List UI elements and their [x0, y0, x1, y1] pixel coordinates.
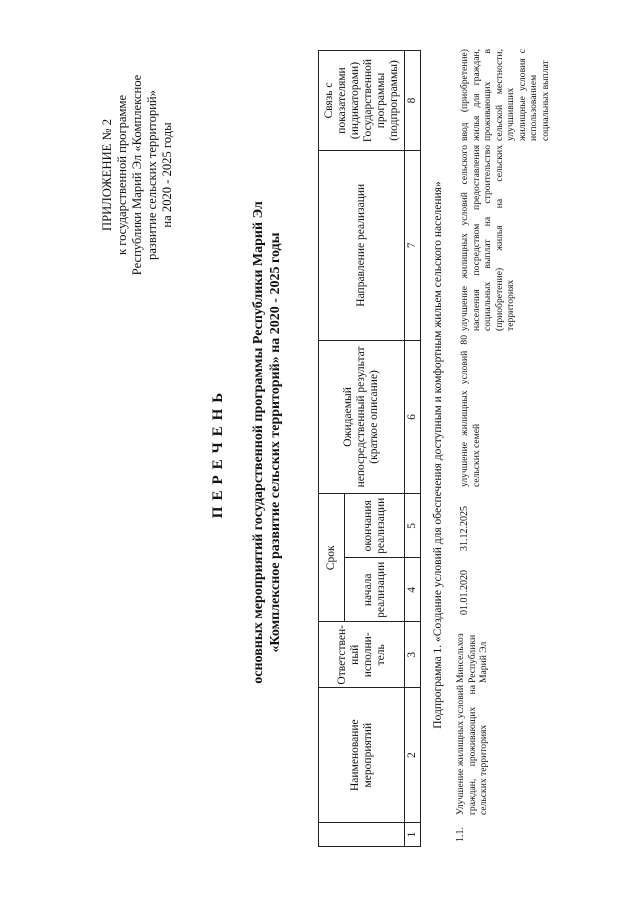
appendix-line: ПРИЛОЖЕНИЕ № 2 — [100, 119, 114, 231]
row-end-date: 31.12.2025 — [459, 506, 470, 551]
header-executor: Ответствен-ный исполни-тель — [319, 622, 405, 688]
row-direction: улучшение жилищных условий сельского населения посредством предоставления социальных выплат на строительство (приобретение) жилья на сельских территориях — [459, 145, 516, 331]
header-start: начала реализации — [345, 558, 405, 622]
document-subtitle — [250, 40, 284, 845]
row-start-date: 01.01.2020 — [459, 570, 470, 615]
subtitle-line: основных мероприятий государственной программы Республики Марий Эл — [251, 201, 266, 684]
document-title: ПЕРЕЧЕНЬ — [210, 386, 226, 519]
appendix-line: Республики Марий Эл «Комплексное — [130, 74, 144, 276]
header-direction: Направление реализации — [319, 151, 405, 341]
header-link: Связь с показателями (индикаторами) Государственной программы (подпрограммы) — [319, 51, 405, 151]
header-empty-cell — [319, 823, 405, 847]
measures-table — [318, 50, 421, 847]
header-term: Срок — [319, 494, 345, 622]
row-result: улучшение жилищных условий 80 сельских семей — [459, 335, 482, 487]
header-end: окончания реализации — [345, 494, 405, 558]
subtitle-line: «Комплексное развитие сельских территорий» на 2020 - 2025 годы — [268, 232, 283, 653]
subprogram-heading: Подпрограмма 1. «Создание условий для обеспечения доступным и комфортным жильем сельского населения» — [432, 181, 444, 729]
column-number: 7 — [405, 151, 421, 341]
column-number: 4 — [405, 558, 421, 622]
row-executor: Минсельхоз Республики Марий Эл — [455, 633, 489, 683]
column-number: 5 — [405, 494, 421, 558]
column-number: 3 — [405, 622, 421, 688]
column-number: 6 — [405, 340, 421, 494]
appendix-line: развитие сельских территорий» — [145, 90, 159, 260]
header-result: Ожидаемый непосредственный результат (краткое описание) — [319, 340, 405, 494]
column-number: 1 — [405, 823, 421, 847]
column-number: 8 — [405, 51, 421, 151]
row-name: Улучшение жилищных условий граждан, проживающих на сельских территориях — [455, 685, 489, 815]
appendix-line: на 2020 - 2025 годы — [160, 122, 174, 228]
column-number: 2 — [405, 688, 421, 823]
header-name: Наименование мероприятий — [319, 688, 405, 823]
row-link: ввод (приобретение) жилья для граждан, проживающих в сельской местности, улучшивших жилищные условия с использованием социальных выплат — [459, 49, 551, 141]
appendix-line: к государственной программе — [115, 94, 129, 256]
appendix-header — [100, 55, 175, 295]
row-number: 1.1. — [455, 827, 466, 842]
